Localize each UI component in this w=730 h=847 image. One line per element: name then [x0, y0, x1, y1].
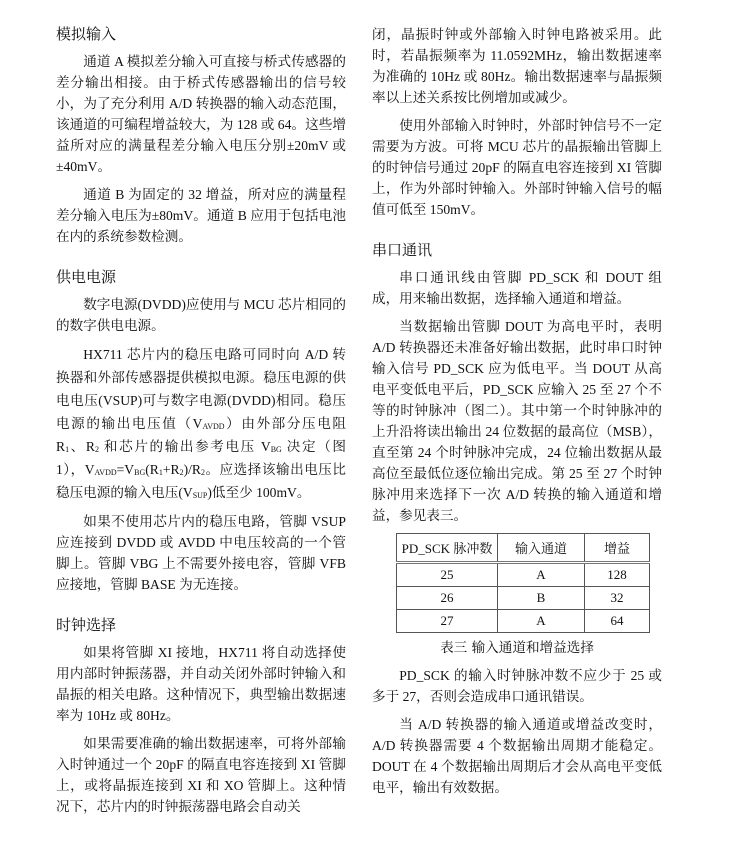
subscript: BG [270, 445, 282, 454]
text: +R [162, 462, 180, 477]
text: ）由外部分压电阻 R [56, 416, 347, 454]
text: )低至少 100mV。 [207, 485, 311, 500]
text: =V [116, 462, 135, 477]
column-header: 输入通道 [498, 534, 585, 563]
text: 决定（图 1），V [56, 439, 346, 477]
text: 和芯片的输出参考电压 V [98, 439, 271, 454]
subscript: 2 [200, 468, 205, 477]
table-row [397, 610, 650, 633]
subscript: AVDD [202, 422, 225, 431]
table-cell: 27 [397, 610, 498, 633]
paragraph: 串口通讯线由管脚 PD_SCK 和 DOUT 组成，用来输出数据，选择输入通道和增益。 [372, 270, 662, 306]
section-power-supply [56, 267, 346, 595]
section-heading: 模拟输入 [56, 25, 117, 43]
table-cell: 128 [585, 563, 650, 587]
text: HX711 芯片内的稳压电路可同时向 A/D 转换器和外部传感器提供模拟电源。稳压电源的供电电压(VSUP)可与数字电源(DVDD)相同。稳压电源的输出电压值（V [56, 347, 346, 431]
table-cell: A [498, 610, 585, 633]
table-header-row [397, 534, 650, 563]
left-column [56, 24, 346, 837]
subscript: 2 [94, 445, 99, 454]
subscript: BG [134, 468, 146, 477]
subscript: 1 [158, 468, 163, 477]
text: 、R [69, 439, 95, 454]
table-cell: B [498, 587, 585, 610]
text: (R [145, 462, 159, 477]
section-heading: 供电电源 [56, 268, 117, 286]
table-cell: 64 [585, 610, 650, 633]
table-row [397, 587, 650, 610]
gain-table [396, 533, 650, 633]
subscript: SUP [192, 491, 208, 500]
table-cell: 32 [585, 587, 650, 610]
paragraph: 当 A/D 转换器的输入通道或增益改变时，A/D 转换器需要 4 个数据输出周期才能稳定。DOUT 在 4 个数据输出周期后才会从高电平变低电平，输出有效数据。 [372, 717, 662, 795]
paragraph: 通道 B 为固定的 32 增益，所对应的满量程差分输入电压为±80mV。通道 B 应用于包括电池在内的系统参数检测。 [56, 187, 346, 244]
column-header: 增益 [585, 534, 650, 563]
subscript: 2 [179, 468, 184, 477]
paragraph: 使用外部输入时钟时，外部时钟信号不一定需要为方波。可将 MCU 芯片的晶振输出管脚上的时钟信号通过 20pF 的隔直电容连接到 XI 管脚上，作为外部时钟输入。外部时钟输入信号的幅值可低至 150mV。 [372, 118, 662, 217]
paragraph-regulator [56, 343, 346, 504]
paragraph: 如果将管脚 XI 接地，HX711 将自动选择使用内部时钟振荡器，并自动关闭外部时钟输入和晶振的相关电路。这种情况下，典型输出数据速率为 10Hz 或 80Hz。 [56, 645, 346, 723]
section-analog-input [56, 24, 346, 247]
paragraph: PD_SCK 的输入时钟脉冲数不应少于 25 或多于 27，否则会造成串口通讯错误。 [372, 668, 662, 704]
paragraph: 数字电源(DVDD)应使用与 MCU 芯片相同的的数字供电电源。 [56, 297, 346, 333]
table-cell: 25 [397, 563, 498, 587]
subscript: 1 [65, 445, 70, 454]
column-header: PD_SCK 脉冲数 [397, 534, 498, 563]
table-cell: A [498, 563, 585, 587]
table-caption: 表三 输入通道和增益选择 [440, 640, 594, 656]
paragraph: 如果需要准确的输出数据速率，可将外部输入时钟通过一个 20pF 的隔直电容连接到 XI 管脚上，或将晶振连接到 XI 和 XO 管脚上。这种情况下，芯片内的时钟振荡器电路会自动关 [56, 736, 346, 814]
section-heading: 时钟选择 [56, 616, 117, 634]
section-heading: 串口通讯 [372, 241, 433, 259]
text: )/R [183, 462, 201, 477]
table-row [397, 563, 650, 587]
table-cell: 26 [397, 587, 498, 610]
paragraph: 如果不使用芯片内的稳压电路，管脚 VSUP 应连接到 DVDD 或 AVDD 中电压较高的一个管脚上。管脚 VBG 上不需要外接电容，管脚 VFB 应接地，管脚 BASE 为无连接。 [56, 514, 346, 592]
paragraph: 闭，晶振时钟或外部输入时钟电路被采用。此时，若晶振频率为 11.0592MHz，输出数据速率为准确的 10Hz 或 80Hz。输出数据速率与晶振频率以上述关系按比例增加或减少。 [372, 27, 662, 105]
paragraph: 当数据输出管脚 DOUT 为高电平时，表明 A/D 转换器还未准备好输出数据，此时串口时钟输入信号 PD_SCK 应为低电平。当 DOUT 从高电平变低电平后，PD_SCK 应输入 25 至 27 个不等的时钟脉冲（图二）。其中第一个时钟脉冲的上升沿将读出输出 24 位数据的最高位（MSB），直至第 24 个时钟脉冲完成，24 位输出数据从最高位至最低位逐位输出完成。第 25 至 27 个时钟脉冲用来选择下一次 A/D 转换的输入通道和增益，参见表三。 [372, 319, 662, 523]
right-column [372, 24, 662, 818]
section-clock-continued [372, 24, 662, 220]
paragraph: 通道 A 模拟差分输入可直接与桥式传感器的差分输出相接。由于桥式传感器输出的信号较小，为了充分利用 A/D 转换器的输入动态范围，该通道的可编程增益较大，为 128 或 64。这些增益所对应的满量程差分输入电压分别±20mV 或±40mV。 [56, 54, 346, 174]
subscript: AVDD [94, 468, 117, 477]
text: 。应选择该输出电压比稳压电源的输入电压(V [56, 462, 346, 500]
section-serial-comm [372, 240, 662, 798]
